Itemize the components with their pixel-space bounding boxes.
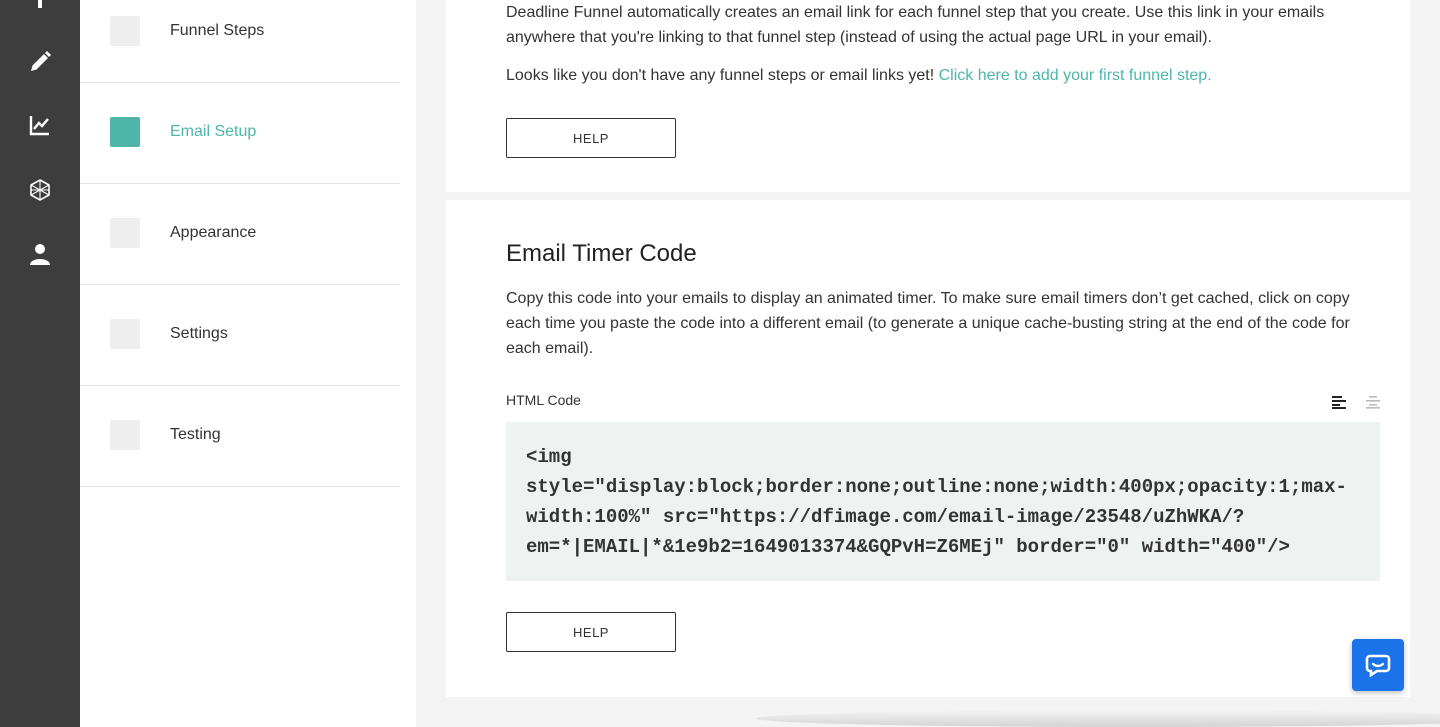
align-left-icon[interactable] — [1330, 394, 1348, 410]
pencil-icon[interactable] — [26, 48, 54, 76]
step-email-setup[interactable] — [80, 82, 400, 184]
step-testing[interactable] — [80, 385, 400, 487]
step-label: Appearance — [170, 224, 257, 241]
step-status-box — [110, 420, 140, 450]
empty-text: Looks like you don't have any funnel steps or email links yet! — [506, 67, 939, 84]
code-line: <img — [526, 446, 572, 468]
icon-rail — [0, 0, 80, 727]
code-label: HTML Code — [506, 392, 581, 408]
step-funnel-steps[interactable] — [80, 0, 400, 83]
step-status-box — [110, 117, 140, 147]
step-settings[interactable] — [80, 284, 400, 386]
align-center-icon[interactable] — [1364, 394, 1382, 410]
email-timer-description: Copy this code into your emails to display an animated timer. To make sure email timers don’t get cached, click on copy each time you paste the code into a different email (to generate a unique cache-busting string at the end of the code for each email). — [506, 290, 1350, 357]
hexagon-network-icon[interactable] — [26, 176, 54, 204]
section-title: Email Timer Code — [506, 240, 697, 267]
step-appearance[interactable] — [80, 183, 400, 285]
chart-line-icon[interactable] — [26, 111, 54, 139]
step-status-box — [110, 218, 140, 248]
code-line: em=*|EMAIL|*&1e9b2=1649013374&GQPvH=Z6MEj" border="0" width="400"/> — [526, 536, 1290, 558]
user-icon[interactable] — [26, 240, 54, 268]
step-label: Email Setup — [170, 123, 257, 140]
email-links-empty-text — [506, 63, 1376, 88]
chat-button[interactable] — [1352, 639, 1404, 691]
step-status-box — [110, 319, 140, 349]
bottom-shadow — [756, 710, 1440, 727]
help-button[interactable]: HELP — [506, 118, 676, 158]
add-funnel-step-link[interactable]: Click here to add your first funnel step. — [938, 67, 1212, 84]
step-label: Funnel Steps — [170, 22, 265, 39]
email-links-card — [446, 0, 1410, 192]
email-timer-card — [446, 200, 1410, 697]
step-label: Testing — [170, 426, 221, 443]
main-content — [416, 0, 1440, 727]
html-code-block[interactable] — [506, 422, 1380, 581]
help-button[interactable]: HELP — [506, 612, 676, 652]
steps-sidebar — [80, 0, 416, 727]
chat-bubble-icon — [1365, 652, 1391, 678]
step-label: Settings — [170, 325, 228, 342]
code-line: width:100%" src="https://dfimage.com/email-image/23548/uZhWKA/? — [526, 506, 1245, 528]
step-status-box — [110, 16, 140, 46]
code-line: style="display:block;border:none;outline:none;width:400px;opacity:1;max- — [526, 476, 1347, 498]
email-links-description: Deadline Funnel automatically creates an email link for each funnel step that you create. Use this link in your emails anywhere that you're linking to that funnel step (instead of using the actual page URL in your email). — [506, 4, 1325, 46]
funnel-icon[interactable] — [26, 0, 54, 16]
